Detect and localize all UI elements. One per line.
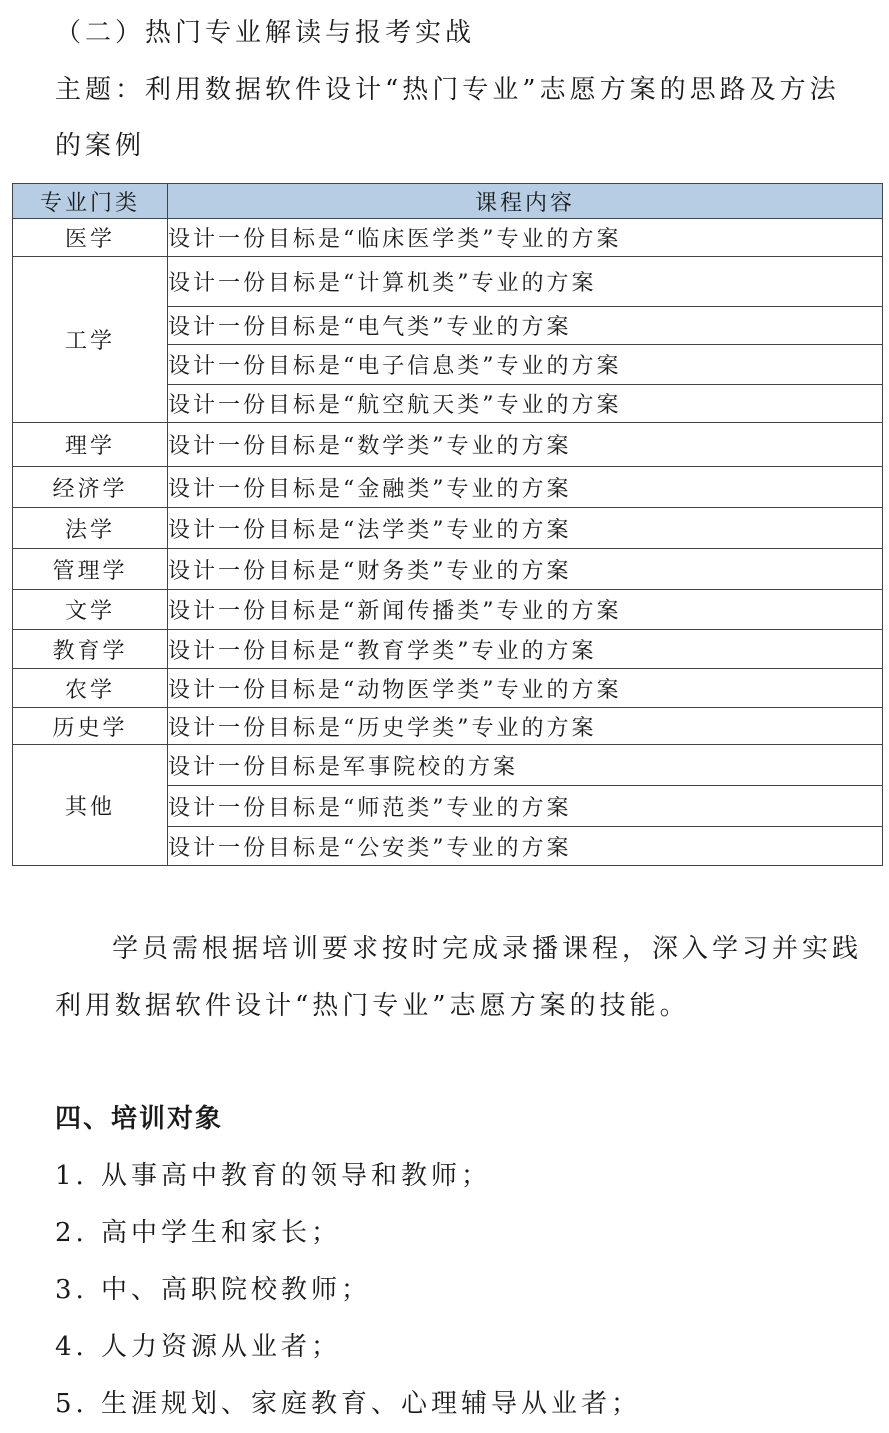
table-row (13, 630, 883, 669)
content-cell: 设计一份目标是“金融类”专业的方案 (168, 467, 883, 508)
list-item-number: 3. (55, 1275, 88, 1305)
table-row (13, 508, 883, 549)
content-cell: 设计一份目标是“财务类”专业的方案 (168, 549, 883, 590)
list-item (55, 1159, 491, 1193)
category-cell: 教育学 (13, 630, 168, 669)
list-item-text: 高中学生和家长； (101, 1218, 342, 1248)
content-cell: 设计一份目标是“计算机类”专业的方案 (168, 257, 883, 307)
content-cell: 设计一份目标是“新闻传播类”专业的方案 (168, 590, 883, 630)
list-item (55, 1273, 371, 1307)
content-cell: 设计一份目标是“临床医学类”专业的方案 (168, 219, 883, 257)
paragraph-line-2: 利用数据软件设计“热门专业”志愿方案的技能。 (55, 991, 690, 1021)
category-cell: 管理学 (13, 549, 168, 590)
section-4-title: 四、培训对象 (55, 1104, 224, 1134)
table-body (13, 219, 883, 866)
content-cell: 设计一份目标是“历史学类”专业的方案 (168, 708, 883, 745)
list-item-number: 5. (55, 1389, 88, 1419)
header-content: 课程内容 (168, 184, 883, 219)
list-item-text: 人力资源从业者； (101, 1332, 342, 1362)
list-item-number: 1. (55, 1161, 88, 1191)
content-cell: 设计一份目标是军事院校的方案 (168, 745, 883, 786)
category-cell: 其他 (13, 745, 168, 866)
course-table (12, 183, 883, 866)
table-row (13, 257, 883, 307)
content-cell: 设计一份目标是“法学类”专业的方案 (168, 508, 883, 549)
topic-line-2: 的案例 (55, 131, 146, 161)
content-cell: 设计一份目标是“动物医学类”专业的方案 (168, 669, 883, 708)
list-item-number: 4. (55, 1332, 88, 1362)
category-cell: 工学 (13, 257, 168, 423)
content-cell: 设计一份目标是“教育学类”专业的方案 (168, 630, 883, 669)
content-cell: 设计一份目标是“数学类”专业的方案 (168, 423, 883, 467)
list-item (55, 1387, 641, 1421)
content-cell: 设计一份目标是“航空航天类”专业的方案 (168, 385, 883, 423)
category-cell: 医学 (13, 219, 168, 257)
table-row (13, 708, 883, 745)
category-cell: 法学 (13, 508, 168, 549)
list-item-text: 从事高中教育的领导和教师； (101, 1161, 492, 1191)
section-heading: （二）热门专业解读与报考实战 (55, 18, 476, 48)
table-row (13, 549, 883, 590)
category-cell: 理学 (13, 423, 168, 467)
paragraph-line-1: 学员需根据培训要求按时完成录播课程，深入学习并实践 (112, 934, 863, 964)
list-item-number: 2. (55, 1218, 88, 1248)
content-cell: 设计一份目标是“电气类”专业的方案 (168, 307, 883, 345)
table-row (13, 219, 883, 257)
table-row (13, 745, 883, 786)
list-item-text: 生涯规划、家庭教育、心理辅导从业者； (101, 1389, 642, 1419)
category-cell: 农学 (13, 669, 168, 708)
table-header-row (13, 184, 883, 219)
table-row (13, 590, 883, 630)
category-cell: 文学 (13, 590, 168, 630)
table-row (13, 669, 883, 708)
category-cell: 历史学 (13, 708, 168, 745)
header-category: 专业门类 (13, 184, 168, 219)
content-cell: 设计一份目标是“电子信息类”专业的方案 (168, 345, 883, 385)
table-row (13, 467, 883, 508)
content-cell: 设计一份目标是“公安类”专业的方案 (168, 827, 883, 866)
table-row (13, 423, 883, 467)
list-item-text: 中、高职院校教师； (101, 1275, 372, 1305)
content-cell: 设计一份目标是“师范类”专业的方案 (168, 786, 883, 827)
category-cell: 经济学 (13, 467, 168, 508)
list-item (55, 1216, 341, 1250)
list-item (55, 1330, 341, 1364)
topic-line-1: 主题：利用数据软件设计“热门专业”志愿方案的思路及方法 (55, 75, 840, 105)
